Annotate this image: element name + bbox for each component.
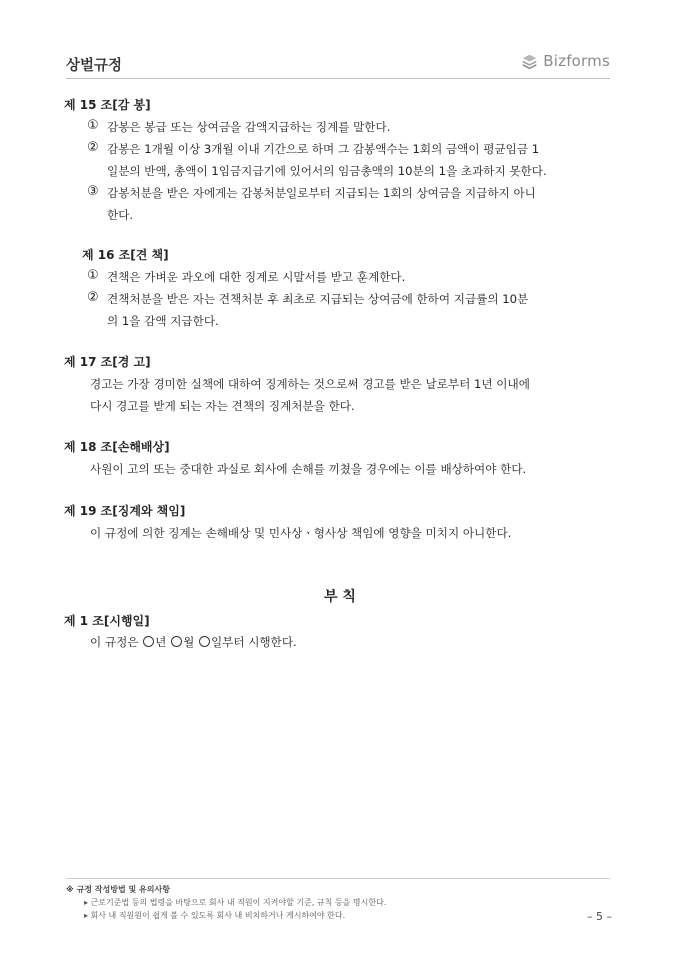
- item-number: ①: [87, 268, 99, 283]
- effective-date-prefix: 이 규정은: [90, 635, 139, 649]
- article-text-line: 견책처분을 받은 자는 견책처분 후 최초로 지급되는 상여금에 한하여 지급률의 10분: [107, 292, 529, 306]
- article-text-line: 감봉은 봉급 또는 상여금을 감액지급하는 징계를 말한다.: [107, 120, 391, 134]
- footer-divider: [66, 878, 610, 879]
- brand-logo: [521, 52, 610, 70]
- article-text-line: 의 1을 감액 지급한다.: [107, 314, 219, 328]
- article-text-line: 일분의 반액, 총액이 1임금지급기에 있어서의 임금총액의 10분의 1을 초과하지 못한다.: [107, 164, 547, 178]
- day-suffix: 일부터 시행한다.: [210, 635, 297, 649]
- article-text-line: 감봉처분을 받은 자에게는 감봉처분일로부터 지급되는 1회의 상여금을 지급하지 아니: [107, 186, 536, 200]
- page-header: [66, 52, 610, 79]
- year-label: 년: [155, 635, 167, 649]
- article-text-line: 견책은 가벼운 과오에 대한 징계로 시말서를 받고 훈계한다.: [107, 270, 406, 284]
- stacked-layers-icon: [521, 53, 538, 70]
- footnote-title: ※ 규정 작성방법 및 유의사항: [66, 885, 170, 894]
- month-label: 월: [183, 635, 195, 649]
- blank-circle-icon: [199, 636, 210, 647]
- article-title: 제 15 조[감 봉]: [64, 98, 151, 112]
- article-title: 제 19 조[징계와 책임]: [64, 504, 186, 518]
- footnote-item: ▸ 회사 내 직원원이 쉽게 볼 수 있도록 회사 내 비치하거나 게시하여야 한다.: [84, 911, 346, 920]
- article-title: 제 16 조[견 책]: [82, 248, 169, 262]
- article-text-line: 경고는 가장 경미한 실책에 대하여 징계하는 것으로써 경고를 받은 날로부터 1년 이내에: [90, 377, 530, 391]
- article-title: 제 18 조[손해배상]: [64, 440, 170, 454]
- item-number: ②: [87, 140, 99, 155]
- article-text-line: 이 규정에 의한 징계는 손해배상 및 민사상ㆍ형사상 책임에 영향을 미치지 아니한다.: [90, 526, 512, 540]
- item-number: ③: [87, 184, 99, 199]
- document-title: 상벌규정: [66, 58, 123, 74]
- article-text-line: 다시 경고를 받게 되는 자는 견책의 징계처분을 한다.: [90, 399, 355, 413]
- article-title: 제 17 조[경 고]: [64, 355, 151, 369]
- article-text-line: 감봉은 1개월 이상 3개월 이내 기간으로 하며 그 감봉액수는 1회의 금액이 평균임금 1: [107, 142, 540, 156]
- effective-date-line: [90, 634, 297, 650]
- article-title: 제 1 조[시행일]: [64, 614, 150, 628]
- blank-circle-icon: [171, 636, 182, 647]
- article-text-line: 한다.: [107, 208, 134, 222]
- page-number: – 5 –: [587, 910, 612, 923]
- blank-circle-icon: [143, 636, 154, 647]
- brand-name: Bizforms: [543, 52, 610, 70]
- addendum-heading: 부 칙: [324, 589, 356, 605]
- footnote-item: ▸ 근로기준법 등의 법령을 바탕으로 회사 내 직원이 지켜야할 기준, 규칙 등을 명시한다.: [84, 898, 387, 907]
- item-number: ②: [87, 290, 99, 305]
- item-number: ①: [87, 118, 99, 133]
- article-text-line: 사원이 고의 또는 중대한 과실로 회사에 손해를 끼쳤을 경우에는 이를 배상하여야 한다.: [90, 462, 527, 476]
